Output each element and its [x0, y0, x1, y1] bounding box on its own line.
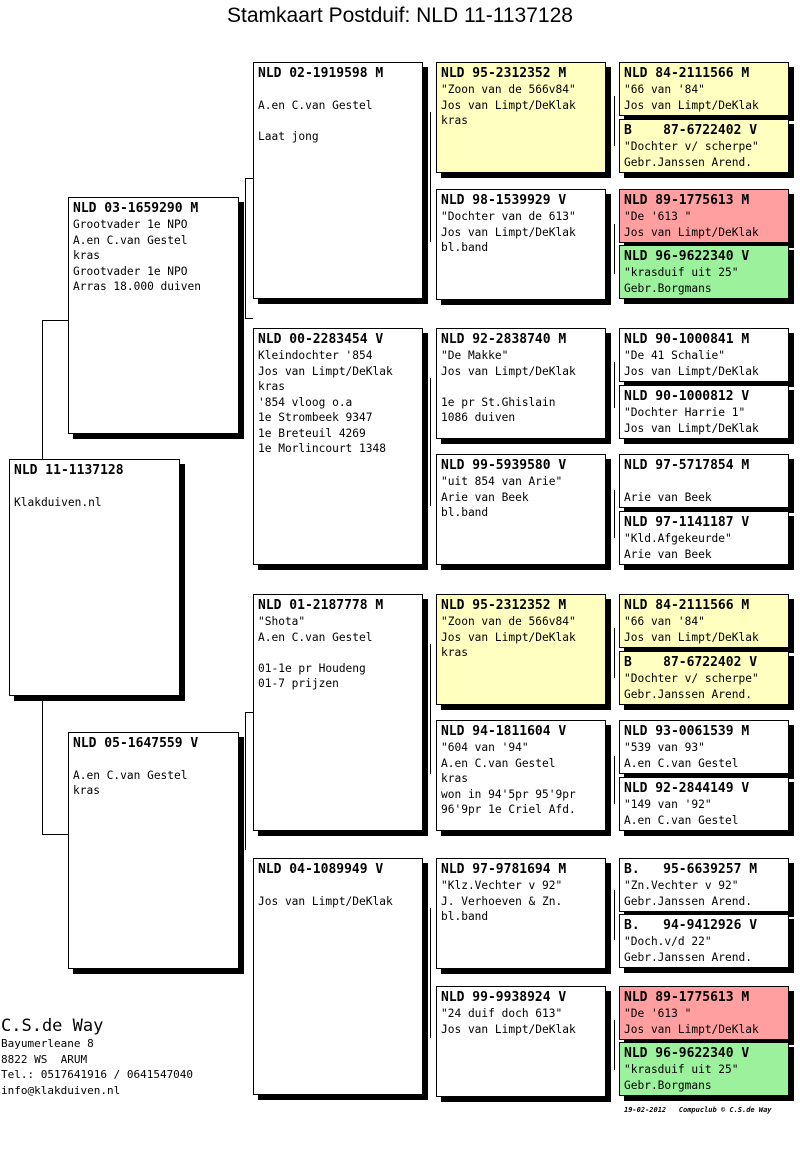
info-line: A.en C.van Gestel — [258, 630, 373, 644]
pigeon-card-fmm[interactable] — [436, 454, 606, 565]
info-line: Arie van Beek — [624, 490, 712, 504]
connector-line — [614, 490, 615, 538]
pigeon-card-g11[interactable] — [619, 720, 789, 774]
info-line — [258, 82, 418, 98]
info-line: "149 van '92" — [624, 798, 712, 811]
ring-number: NLD 11-1137128 — [14, 463, 124, 478]
info-line: "Dochter van de 613" — [441, 210, 576, 223]
info-line: bl.band — [441, 506, 489, 519]
info-line: Jos van Limpt/DeKlak — [624, 421, 759, 435]
info-line: "Zoon van de 566v84" — [441, 615, 576, 628]
ring-number: NLD 05-1647559 V — [73, 736, 199, 751]
ring-number: NLD 95-2312352 M — [441, 598, 567, 613]
ring-number: NLD 96-9622340 V — [624, 1046, 750, 1061]
connector-line — [430, 908, 431, 1038]
pigeon-card-g4[interactable] — [619, 245, 789, 299]
pigeon-card-mfm[interactable] — [436, 720, 606, 831]
info-line: 01-7 prijzen — [258, 677, 339, 690]
info-line: Jos van Limpt/DeKlak — [624, 630, 759, 644]
info-line: A.en C.van Gestel — [73, 768, 188, 782]
info-line: won in 94'5pr 95'9pr — [441, 787, 576, 801]
info-line: "De Makke" — [441, 349, 509, 362]
pigeon-card-g13[interactable] — [619, 858, 789, 912]
pigeon-card-g3[interactable] — [619, 189, 789, 243]
info-line: A.en C.van Gestel — [73, 233, 188, 247]
owner-email[interactable]: info@klakduiven.nl — [1, 1083, 121, 1097]
owner-phone: Tel.: 0517641916 / 0641547040 — [1, 1068, 194, 1081]
connector-line — [614, 628, 615, 678]
pigeon-card-mmm[interactable] — [436, 986, 606, 1097]
info-line: Jos van Limpt/DeKlak — [441, 225, 576, 239]
info-line: 1e Strombeek 9347 — [258, 411, 373, 424]
info-line: Jos van Limpt/DeKlak — [441, 630, 576, 644]
info-line — [624, 474, 784, 490]
info-line: kras — [441, 772, 468, 785]
ring-number: NLD 89-1775613 M — [624, 990, 750, 1005]
info-line: "539 van 93" — [624, 741, 705, 754]
ring-number: B. 95-6639257 M — [624, 862, 758, 877]
ring-number: NLD 00-2283454 V — [258, 332, 384, 347]
connector-line — [245, 178, 246, 318]
info-line: 1e Breteuil 4269 — [258, 426, 366, 440]
connector-line — [430, 644, 431, 774]
connector-line — [42, 320, 69, 321]
info-line: Jos van Limpt/DeKlak — [441, 364, 576, 378]
connector-line — [430, 112, 431, 242]
info-line: Gebr.Janssen Arend. — [624, 687, 752, 701]
info-line: kras — [441, 114, 468, 127]
info-line: "Dochter v/ scherpe" — [624, 140, 759, 153]
connector-line — [614, 756, 615, 804]
pigeon-card-g15[interactable] — [619, 986, 789, 1040]
info-line: A.en C.van Gestel — [258, 98, 373, 112]
info-line: Jos van Limpt/DeKlak — [624, 1022, 759, 1036]
owner-name: C.S.de Way — [1, 1016, 104, 1036]
ring-number: NLD 89-1775613 M — [624, 193, 750, 208]
ring-number: B 87-6722402 V — [624, 123, 758, 138]
info-line — [258, 645, 418, 661]
info-line: Gebr.Janssen Arend. — [624, 950, 752, 964]
ring-number: NLD 97-9781694 M — [441, 862, 567, 877]
info-line: Arie van Beek — [441, 490, 529, 504]
info-line: kras — [258, 380, 285, 393]
info-line: bl.band — [441, 910, 489, 923]
info-line: "uit 854 van Arie" — [441, 475, 563, 488]
info-line: Gebr.Borgmans — [624, 1078, 712, 1092]
info-line: Laat jong — [258, 129, 319, 143]
info-line: 1e pr St.Ghislain — [441, 395, 556, 409]
info-line: "66 van '84" — [624, 83, 705, 96]
info-line: Grootvader 1e NPO — [73, 218, 188, 231]
pigeon-card-g12[interactable] — [619, 777, 789, 831]
connector-line — [614, 96, 615, 146]
pigeon-card-g16[interactable] — [619, 1042, 789, 1096]
ring-number: B. 94-9412926 V — [624, 918, 758, 933]
pigeon-card-g2[interactable] — [619, 119, 789, 173]
info-line: "Zoon van de 566v84" — [441, 83, 576, 96]
pigeon-card-g1[interactable] — [619, 62, 789, 116]
page-title: Stamkaart Postduif: NLD 11-1137128 — [227, 4, 573, 27]
info-line: "De '613 " — [624, 210, 692, 223]
info-line: Jos van Limpt/DeKlak — [258, 364, 393, 378]
ring-number: NLD 84-2111566 M — [624, 598, 750, 613]
ring-number: NLD 99-9938924 V — [441, 990, 567, 1005]
info-line: J. Verhoeven & Zn. — [441, 894, 563, 908]
info-line: Jos van Limpt/DeKlak — [258, 894, 393, 908]
info-line: Jos van Limpt/DeKlak — [624, 225, 759, 239]
info-line: Grootvader 1e NPO — [73, 264, 188, 278]
info-line: Arras 18.000 duiven — [73, 280, 201, 293]
info-line: Gebr.Janssen Arend. — [624, 155, 752, 169]
connector-line — [245, 712, 246, 850]
info-line: "Doch.v/d 22" — [624, 935, 712, 948]
info-line: "De 41 Schalie" — [624, 349, 726, 362]
info-line — [258, 878, 418, 894]
info-line: kras — [73, 784, 100, 797]
info-line: "De '613 " — [624, 1007, 692, 1020]
info-line: 1e Morlincourt 1348 — [258, 442, 386, 455]
pigeon-card-father[interactable] — [68, 197, 239, 434]
ring-number: NLD 95-2312352 M — [441, 66, 567, 81]
pigeon-card-g5[interactable] — [619, 328, 789, 382]
info-line: "24 duif doch 613" — [441, 1007, 563, 1020]
info-line: A.en C.van Gestel — [624, 756, 739, 770]
connector-line — [614, 1020, 615, 1070]
connector-line — [245, 318, 253, 319]
info-line: "krasduif uit 25" — [624, 266, 739, 279]
ring-number: NLD 98-1539929 V — [441, 193, 567, 208]
ring-number: NLD 99-5939580 V — [441, 458, 567, 473]
pigeon-card-fff[interactable] — [436, 62, 606, 173]
info-line — [14, 479, 175, 495]
info-line: "Klz.Vechter v 92" — [441, 879, 563, 892]
pigeon-card-ffm[interactable] — [436, 189, 606, 300]
info-line: A.en C.van Gestel — [624, 813, 739, 827]
pigeon-card-mff[interactable] — [436, 594, 606, 705]
info-line: A.en C.van Gestel — [441, 756, 556, 770]
connector-line — [614, 890, 615, 940]
ring-number: NLD 03-1659290 M — [73, 201, 199, 216]
info-line: '854 vloog o.a — [258, 395, 353, 409]
ring-number: NLD 97-5717854 M — [624, 458, 750, 473]
pigeon-card-fm[interactable] — [253, 328, 423, 565]
info-line: kras — [73, 249, 100, 262]
info-line: "66 van '84" — [624, 615, 705, 628]
info-line: Jos van Limpt/DeKlak — [441, 1022, 576, 1036]
info-line: bl.band — [441, 241, 489, 254]
info-line: "Dochter v/ scherpe" — [624, 672, 759, 685]
pigeon-card-mm[interactable] — [253, 858, 423, 1095]
info-line: Jos van Limpt/DeKlak — [441, 98, 576, 112]
ring-number: NLD 90-1000812 V — [624, 389, 750, 404]
pigeon-card-mmf[interactable] — [436, 858, 606, 969]
pigeon-card-g8[interactable] — [619, 511, 789, 565]
connector-line — [430, 378, 431, 506]
footer-credit: 19-02-2012 Compuclub © C.S.de Way — [624, 1106, 772, 1114]
ring-number: NLD 93-0061539 M — [624, 724, 750, 739]
info-line: "Dochter Harrie 1" — [624, 406, 746, 419]
info-line: Klakduiven.nl — [14, 495, 102, 509]
info-line: "Shota" — [258, 615, 306, 628]
connector-line — [614, 362, 615, 408]
info-line: 01-1e pr Houdeng — [258, 661, 366, 675]
info-line: Gebr.Borgmans — [624, 281, 712, 295]
connector-line — [42, 696, 43, 834]
info-line: "604 van '94" — [441, 741, 529, 754]
owner-info — [1, 1016, 241, 1098]
info-line: Gebr.Janssen Arend. — [624, 894, 752, 908]
ring-number: NLD 90-1000841 M — [624, 332, 750, 347]
pigeon-card-g14[interactable] — [619, 914, 789, 968]
ring-number: NLD 04-1089949 V — [258, 862, 384, 877]
pigeon-card-g10[interactable] — [619, 651, 789, 705]
connector-line — [614, 224, 615, 274]
ring-number: B 87-6722402 V — [624, 655, 758, 670]
connector-line — [42, 834, 69, 835]
ring-number: NLD 97-1141187 V — [624, 515, 750, 530]
info-line: Jos van Limpt/DeKlak — [624, 98, 759, 112]
info-line: "Zn.Vechter v 92" — [624, 879, 739, 892]
info-line: kras — [441, 646, 468, 659]
pigeon-card-fmf[interactable] — [436, 328, 606, 439]
info-line: "Kld.Afgekeurde" — [624, 532, 732, 545]
info-line: Jos van Limpt/DeKlak — [624, 364, 759, 378]
ring-number: NLD 02-1919598 M — [258, 66, 384, 81]
pigeon-card-g6[interactable] — [619, 385, 789, 439]
ring-number: NLD 84-2111566 M — [624, 66, 750, 81]
connector-line — [42, 320, 43, 461]
info-line: Arie van Beek — [624, 547, 712, 561]
connector-line — [245, 712, 253, 713]
pigeon-card-ff[interactable] — [253, 62, 423, 299]
info-line — [258, 113, 418, 129]
info-line: 96'9pr 1e Criel Afd. — [441, 803, 576, 816]
pigeon-card-mother[interactable] — [68, 732, 239, 969]
ring-number: NLD 01-2187778 M — [258, 598, 384, 613]
info-line: Kleindochter '854 — [258, 349, 373, 362]
pigeon-card-subject[interactable] — [9, 459, 180, 696]
info-line: 1086 duiven — [441, 411, 516, 424]
info-line: "krasduif uit 25" — [624, 1063, 739, 1076]
info-line — [441, 379, 601, 395]
pigeon-card-mf[interactable] — [253, 594, 423, 831]
pigeon-card-g9[interactable] — [619, 594, 789, 648]
owner-postal: 8822 WS ARUM — [1, 1052, 88, 1066]
ring-number: NLD 96-9622340 V — [624, 249, 750, 264]
ring-number: NLD 92-2844149 V — [624, 781, 750, 796]
ring-number: NLD 94-1811604 V — [441, 724, 567, 739]
info-line — [73, 752, 234, 768]
owner-address: Bayumerleane 8 — [1, 1037, 94, 1050]
connector-line — [245, 178, 253, 179]
ring-number: NLD 92-2838740 M — [441, 332, 567, 347]
pigeon-card-g7[interactable] — [619, 454, 789, 508]
